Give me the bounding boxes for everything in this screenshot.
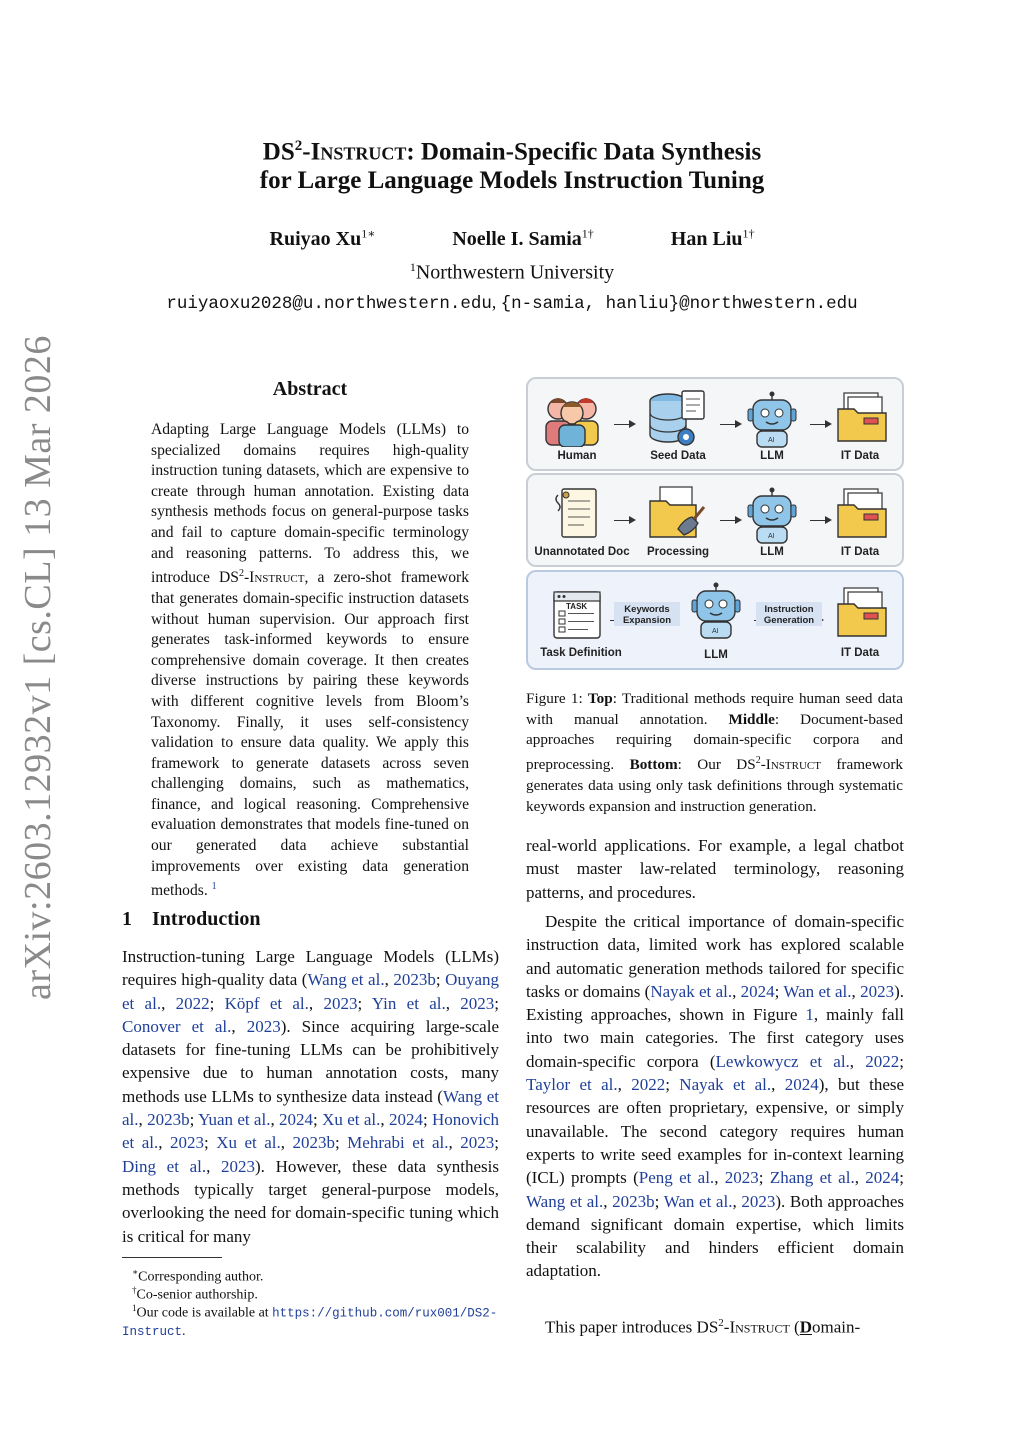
ig-line-2: Generation (763, 615, 815, 626)
citation-link[interactable]: 2023 (860, 981, 895, 1001)
figure-1 (526, 377, 904, 673)
robot-llm-icon (744, 487, 800, 545)
footnote-2-text: Co-senior authorship. (136, 1287, 258, 1303)
text-run: ; (422, 1110, 432, 1130)
affiliation-name: Northwestern University (415, 261, 615, 284)
citation-link[interactable]: 2023 (170, 1133, 204, 1153)
text-run: , (384, 970, 394, 990)
text-run: , (448, 1133, 461, 1153)
text-run: ; (654, 1191, 664, 1211)
footnote-2-mark: † (132, 1285, 137, 1295)
text-run: ; (494, 1133, 499, 1153)
affiliation-mark: 1 (409, 260, 416, 274)
citation-link[interactable]: Taylor et al. (526, 1075, 618, 1095)
citation-link[interactable]: 2023 (221, 1156, 256, 1176)
citation-link[interactable]: Lewkowycz et al. (715, 1051, 850, 1071)
citation-link[interactable]: Zhang et al. (769, 1168, 855, 1188)
footnote-3-text: Our code is available at (136, 1305, 273, 1321)
text-run: : Traditional methods require human seed data with manual annotation. (526, 690, 904, 728)
abstract-heading: Abstract (272, 378, 348, 400)
arrow-icon (614, 520, 634, 521)
text-run: , (771, 1075, 785, 1095)
text-run: , (138, 1110, 148, 1130)
arrow-icon (614, 424, 634, 425)
title-instruct: -Instruct (302, 138, 407, 166)
citation-link[interactable]: 2024 (865, 1168, 900, 1188)
text-run: , (714, 1168, 725, 1188)
footnote-3 (122, 1299, 504, 1341)
text-run: ). Since acquiring large-scale datasets for fine-tuning LLMs can be prohibitively expensive due to human annotation costs, many methods use LLMs to synthesize data instead ( (122, 1016, 499, 1106)
folder-processing-icon (648, 485, 706, 543)
citation-link[interactable]: Wan et al. (663, 1191, 733, 1211)
email-2[interactable]: {n-samia, hanliu}@northwestern.edu (500, 294, 858, 314)
citation-link[interactable]: 2023 (246, 1016, 281, 1036)
author-3-name: Han Liu (670, 227, 743, 250)
text-run: , (732, 981, 741, 1001)
citation-link[interactable]: Ouyang et al. (122, 970, 499, 1013)
citation-link[interactable]: Nayak et al. (650, 981, 733, 1001)
text-run: ; (435, 970, 446, 990)
citation-link[interactable]: 2023 (323, 993, 358, 1013)
kw-line-1: Keywords (624, 604, 670, 615)
text-run: Despite the critical importance of domain-specific instruction data, limited work has explored scalable and automatic generation methods tailored for specific tasks or domains ( (526, 912, 904, 1001)
arxiv-side-stamp: arXiv:2603.12932v1 [cs.CL] 13 Mar 2026 (17, 335, 59, 1000)
figure-1-caption (526, 689, 903, 817)
arrow-icon (720, 424, 740, 425)
text-run: Bottom (629, 756, 678, 774)
citation-link[interactable]: Wan et al. (783, 981, 852, 1001)
unannotated-document-icon (554, 487, 600, 541)
svg-text:AI: AI (768, 437, 775, 444)
citation-link[interactable]: 2023b (147, 1110, 190, 1130)
text-run: ; (313, 1110, 323, 1130)
text-run: , (270, 1110, 280, 1130)
author-3-mark: 1† (742, 226, 755, 240)
text-run: , (231, 1016, 247, 1036)
folder-it-data-icon (836, 391, 888, 445)
text-run: ; (758, 1168, 770, 1188)
citation-link[interactable]: 2022 (175, 993, 210, 1013)
robot-llm-icon (744, 391, 800, 449)
database-gear-icon (646, 389, 708, 449)
citation-link[interactable]: 2023b (393, 970, 436, 990)
label-unannotated-doc: Unannotated Doc (534, 546, 630, 558)
text-run: , mainly fall into two main categories. The first category uses domain-specific corpora ( (526, 1005, 904, 1071)
title-line-1 (130, 132, 894, 166)
citation-link[interactable]: Xu et al. (322, 1110, 381, 1130)
author-2-mark: 1† (581, 226, 594, 240)
label-llm-top: LLM (760, 450, 784, 462)
author-emails (120, 292, 904, 314)
text-run: , (380, 1110, 389, 1130)
author-2-name: Noelle I. Samia (452, 227, 582, 250)
p2-d-underlined: D (799, 1317, 812, 1337)
citation-link[interactable]: 2023 (460, 1133, 495, 1153)
human-group-icon (542, 391, 602, 447)
text-run: ; (494, 993, 500, 1013)
text-run: , (308, 993, 324, 1013)
citation-link[interactable]: 1 (805, 1005, 814, 1025)
citation-link[interactable]: 2023 (724, 1168, 759, 1188)
folder-it-data-icon (836, 586, 888, 640)
p2-before: This paper introduces DS (545, 1317, 719, 1337)
arrow-icon (720, 520, 740, 521)
instruction-generation-label (756, 604, 822, 626)
affiliation (130, 260, 894, 285)
text-run: ). Both approaches demand significant domain expertise, which limits their scalability and hinders efficient domain adaptation. (526, 1191, 904, 1281)
text-run: , (445, 993, 461, 1013)
footnote-3-mark: 1 (132, 1303, 137, 1313)
text-run: framework generates data using only task definitions through systematic keywords expansion and instruction generation. (526, 756, 903, 815)
citation-link[interactable]: Yin et al. (371, 993, 446, 1013)
author-3 (671, 228, 755, 250)
abstract-instruct: -Instruct (243, 569, 305, 587)
right-paragraph-related-work (526, 910, 904, 1283)
intro-heading (122, 908, 502, 931)
label-it-data-middle: IT Data (840, 546, 880, 558)
citation-link[interactable]: 2023b (292, 1133, 335, 1153)
keywords-expansion-label (614, 604, 680, 626)
citation-link[interactable]: 2023b (612, 1191, 655, 1211)
citation-link[interactable]: 2024 (388, 1110, 423, 1130)
label-it-data-bottom: IT Data (840, 647, 880, 659)
text-run: , (280, 1133, 293, 1153)
text-run: 2 (755, 755, 761, 767)
title-rest: : Domain-Specific Data Synthesis (406, 138, 762, 166)
svg-text:AI: AI (712, 628, 719, 635)
text-run: -Instruct (760, 756, 821, 774)
abstract-footnote-link[interactable]: 1 (211, 881, 217, 893)
text-run: , (161, 993, 176, 1013)
citation-link[interactable]: 2022 (631, 1075, 666, 1095)
citation-link[interactable]: Wang et al. (122, 1086, 500, 1130)
citation-link[interactable]: Wang et al. (307, 970, 385, 990)
label-processing: Processing (647, 546, 709, 558)
text-run: , (206, 1156, 222, 1176)
title-ds: DS (262, 138, 295, 166)
label-task-definition: Task Definition (540, 647, 622, 659)
citation-link[interactable]: 2023 (741, 1191, 776, 1211)
text-run: ; (204, 1133, 217, 1153)
figure-panel-top (526, 377, 904, 471)
intro-paragraph (122, 945, 499, 1248)
text-run: , (617, 1075, 632, 1095)
robot-llm-icon (688, 582, 744, 640)
citation-link[interactable]: Köpf et al. (224, 993, 309, 1013)
citation-link[interactable]: 2022 (865, 1051, 900, 1071)
citation-link[interactable]: Wang et al. (526, 1191, 604, 1211)
p2-paren: ( (789, 1317, 800, 1337)
abstract-body (151, 420, 469, 902)
text-run: Top (587, 690, 613, 707)
citation-link[interactable]: Yuan et al. (198, 1110, 271, 1130)
abstract-text-2: , a zero-shot framework that generates domain-specific instruction datasets without human supervision. Our approach first generates task-informed keywords to ensure comprehensive domain coverage. It then creates diverse instructions by pairing these keywords with different cognitive levels from Bloom’s Taxonomy. Finally, it uses self-consistency validation to ensure data quality. We apply this framework to generate datasets across seven challenging domains, such as mathematics, finance, and logical reasoning. Comprehensive evaluation demonstrates that models fine-tuned on our generated data achieve substantial improvements over existing data generation methods. (151, 569, 469, 900)
text-run: ; (899, 1168, 905, 1188)
label-llm-bottom: LLM (704, 649, 728, 661)
text-run: Figure 1: (526, 690, 588, 707)
citation-link[interactable]: Mehrabi et al. (347, 1133, 449, 1153)
footnote-divider (122, 1257, 222, 1258)
citation-link[interactable]: 2024 (740, 981, 775, 1001)
label-llm-middle: LLM (760, 546, 784, 558)
text-run: ; (189, 1110, 199, 1130)
text-run: , (732, 1191, 742, 1211)
author-1 (270, 228, 376, 250)
text-run: ; (665, 1075, 680, 1095)
text-run: : Document-based approaches requiring domain-specific corpora and preprocessing. (526, 710, 904, 774)
author-1-mark: 1∗ (361, 226, 376, 240)
paper-title (130, 132, 894, 195)
text-run: ; (209, 993, 225, 1013)
title-sup: 2 (294, 138, 303, 154)
section-title: Introduction (152, 908, 261, 930)
citation-link[interactable]: 2023 (460, 993, 495, 1013)
citation-link[interactable]: Conover et al. (122, 1016, 232, 1036)
text-run: ; (899, 1051, 904, 1071)
code-url-link[interactable]: https://github.com/rux001/DS2-Instruct (122, 1306, 498, 1339)
email-1[interactable]: ruiyaoxu2028@u.northwestern.edu (166, 294, 492, 314)
text-run: ), but these resources are often proprietary, expensive, or simply unavailable. The second category requires human experts to write seed examples for in-context learning (ICL) prompts ( (526, 1075, 905, 1188)
text-run: , (854, 1168, 866, 1188)
citation-link[interactable]: Ding et al. (122, 1156, 207, 1176)
label-it-data-top: IT Data (840, 450, 880, 462)
text-run: ; (357, 993, 372, 1013)
text-run: Instruction-tuning Large Language Models (LLMs) requires high-quality data ( (122, 947, 499, 990)
kw-line-2: Expansion (622, 615, 672, 626)
citation-link[interactable]: 2024 (279, 1110, 314, 1130)
text-run: , (603, 1191, 613, 1211)
footnote-3-after: . (182, 1323, 186, 1339)
author-1-name: Ruiyao Xu (269, 227, 362, 250)
figure-panel-bottom (526, 570, 904, 670)
label-seed-data: Seed Data (650, 450, 706, 462)
p2-rest: omain- (811, 1317, 861, 1337)
text-run: ; (774, 981, 784, 1001)
text-run: : Our DS (677, 756, 756, 774)
citation-link[interactable]: Nayak et al. (679, 1075, 772, 1095)
text-run: ). However, these data synthesis methods typically target general-purpose models, overlooking the need for domain-specific tuning which is critical for many (122, 1156, 500, 1246)
footnote-1-mark: ∗ (132, 1267, 139, 1277)
p2-sup: 2 (718, 1317, 724, 1329)
section-number: 1 (122, 908, 132, 930)
task-box-label: TASK (566, 602, 588, 611)
abstract-sup: 2 (238, 568, 244, 580)
author-2 (452, 228, 593, 250)
abstract-text-1: Adapting Large Language Models (LLMs) to specialized domains requires high-quality instruction tuning datasets, which are expensive to create through human annotation. Existing data synthesis methods focus on general-purpose tasks and fail to capture domain-specific terminology and reasoning patterns. To address this, we introduce (151, 421, 469, 587)
abstract-ds: DS (219, 569, 239, 587)
text-run: ; (334, 1133, 348, 1153)
folder-it-data-icon (836, 487, 888, 541)
label-human: Human (557, 450, 597, 462)
right-paragraph-intro-method (526, 1312, 904, 1339)
ig-line-1: Instruction (764, 604, 814, 615)
citation-link[interactable]: Peng et al. (638, 1168, 715, 1188)
figure-panel-middle (526, 473, 904, 567)
author-list (130, 226, 894, 251)
title-line-2: for Large Language Models Instruction Tuning (259, 167, 765, 195)
text-run: , (851, 981, 861, 1001)
svg-text:AI: AI (768, 533, 775, 540)
arrow-icon (810, 424, 830, 425)
arrow-icon (810, 520, 830, 521)
footnote-1-text: Corresponding author. (138, 1269, 264, 1285)
text-run: , (849, 1051, 866, 1071)
right-paragraph-continuation: real-world applications. For example, a legal chatbot must master law-related terminology, reasoning patterns, and procedures. (526, 836, 904, 902)
citation-link[interactable]: Xu et al. (216, 1133, 281, 1153)
citation-link[interactable]: Honovich et al. (122, 1110, 500, 1153)
text-run: ). Existing approaches, shown in Figure (526, 981, 905, 1025)
p2-instruct: -Instruct (723, 1317, 790, 1337)
text-run: Middle (728, 710, 775, 728)
citation-link[interactable]: 2024 (784, 1075, 819, 1095)
task-definition-icon (552, 590, 604, 642)
email-sep: , (491, 292, 501, 312)
text-run: , (158, 1133, 170, 1153)
